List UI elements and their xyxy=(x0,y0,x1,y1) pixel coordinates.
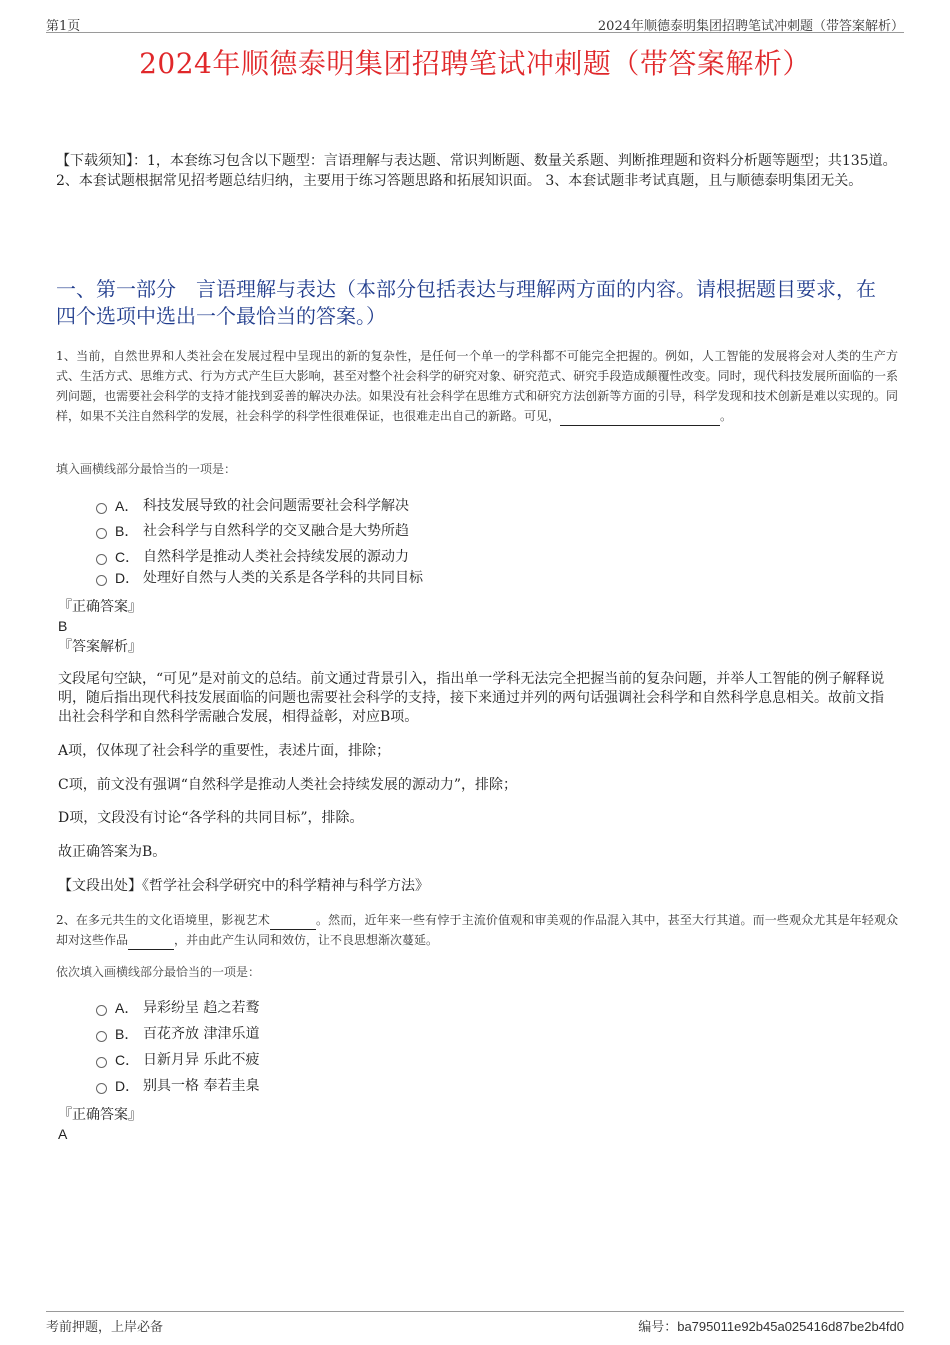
correct-answer-label: 『正确答案』 xyxy=(58,599,142,615)
option-a[interactable]: A． 科技发展导致的社会问题需要社会科学解决 xyxy=(96,495,409,517)
correct-answer-label: 『正确答案』 xyxy=(58,1107,142,1123)
analysis-option-c: C项，前文没有强调“自然科学是推动人类社会持续发展的源动力”，排除； xyxy=(58,777,518,793)
option-d[interactable]: D． 别具一格 奉若圭臬 xyxy=(96,1075,259,1097)
radio-icon[interactable] xyxy=(96,503,107,514)
analysis-text: 文段尾句空缺，“可见”是对前文的总结。前文通过背景引入，指出单一学科无法完全把握当前的复杂问题，并举人工智能的例子解释说明，随后指出现代科技发展面临的问题也需要社会科学的支持，接下来通过并列的两句话强调社会科学和自然科学息息相关。故前文指出社会科学和自然科学需融合发展，相得益彰，对应B项。 xyxy=(58,671,885,725)
radio-icon[interactable] xyxy=(96,554,107,565)
page-footer xyxy=(46,1311,904,1336)
radio-icon[interactable] xyxy=(96,1031,107,1042)
header-doc-title: 2024年顺德泰明集团招聘笔试冲刺题（带答案解析） xyxy=(597,19,904,34)
question-2-text: 2、在多元共生的文化语境里，影视艺术 。然而，近年来一些有悖于主流价值观和审美观的作品混入其中，甚至大行其道。而一些观众尤其是年轻观众却对这些作品 ，并由此产生认同和效仿，让不良思想渐次蔓延。 xyxy=(56,910,898,950)
option-b[interactable]: B． 百花齐放 津津乐道 xyxy=(96,1023,259,1045)
radio-icon[interactable] xyxy=(96,575,107,586)
question-1-text: 1、当前，自然世界和人类社会在发展过程中呈现出的新的复杂性，是任何一个单一的学科都不可能完全把握的。例如，人工智能的发展将会对人类的生产方式、生活方式、思维方式、行为方式产生巨大影响，甚至对整个社会科学的研究对象、研究范式、研究手段造成颠覆性改变。同时，现代科技发展所面临的一系列问题，也需要社会科学的支持才能找到妥善的解决办法。如果没有社会科学在思维方式和研究方法创新等方面的引导，科学发现和技术创新是难以实现的。同样，如果不关注自然科学的发展，社会科学的科学性很难保证，也很难走出自己的新路。可见， 。 xyxy=(56,346,898,426)
analysis-option-d: D项，文段没有讨论“各学科的共同目标”，排除。 xyxy=(58,810,364,826)
footer-slogan: 考前押题，上岸必备 xyxy=(46,1320,164,1335)
radio-icon[interactable] xyxy=(96,528,107,539)
section-heading: 一、第一部分 言语理解与表达（本部分包括表达与理解两方面的内容。请根据题目要求，在四个选项中选出一个最恰当的答案。） xyxy=(56,277,876,328)
document-code: 编号：ba795011e92b45a025416d87be2b4fd0 xyxy=(638,1319,904,1335)
radio-icon[interactable] xyxy=(96,1083,107,1094)
document-title: 2024年顺德泰明集团招聘笔试冲刺题（带答案解析） xyxy=(139,47,811,80)
download-notice: 【下载须知】：1，本套练习包含以下题型：言语理解与表达题、常识判断题、数量关系题、判断推理题和资料分析题等题型；共135道。 2、本套试题根据常见招考题总结归纳，主要用于练习答题思路和拓展知识面。 3、本套试题非考试真题，且与顺德泰明集团无关。 xyxy=(56,153,897,189)
option-b[interactable]: B． 社会科学与自然科学的交叉融合是大势所趋 xyxy=(96,520,409,542)
question-2-prompt: 依次填入画横线部分最恰当的一项是： xyxy=(56,965,261,979)
correct-answer: B xyxy=(58,618,68,634)
analysis-conclusion: 故正确答案为B。 xyxy=(58,844,167,860)
passage-source: 【文段出处】《哲学社会科学研究中的科学精神与科学方法》 xyxy=(58,878,429,894)
analysis-option-a: A项，仅体现了社会科学的重要性，表述片面，排除； xyxy=(58,743,391,759)
answer-blank xyxy=(560,411,720,426)
answer-blank xyxy=(128,935,174,950)
answer-blank xyxy=(270,915,316,930)
radio-icon[interactable] xyxy=(96,1057,107,1068)
page-number: 第1页 xyxy=(46,19,81,34)
option-c[interactable]: C． 自然科学是推动人类社会持续发展的源动力 xyxy=(96,546,409,568)
correct-answer: A xyxy=(58,1126,68,1142)
question-1-prompt: 填入画横线部分最恰当的一项是： xyxy=(56,462,237,476)
option-a[interactable]: A． 异彩纷呈 趋之若鹜 xyxy=(96,997,259,1019)
option-d[interactable]: D． 处理好自然与人类的关系是各学科的共同目标 xyxy=(96,567,423,589)
analysis-label: 『答案解析』 xyxy=(58,639,142,655)
radio-icon[interactable] xyxy=(96,1005,107,1016)
page-header xyxy=(46,14,904,33)
option-c[interactable]: C． 日新月异 乐此不疲 xyxy=(96,1049,259,1071)
